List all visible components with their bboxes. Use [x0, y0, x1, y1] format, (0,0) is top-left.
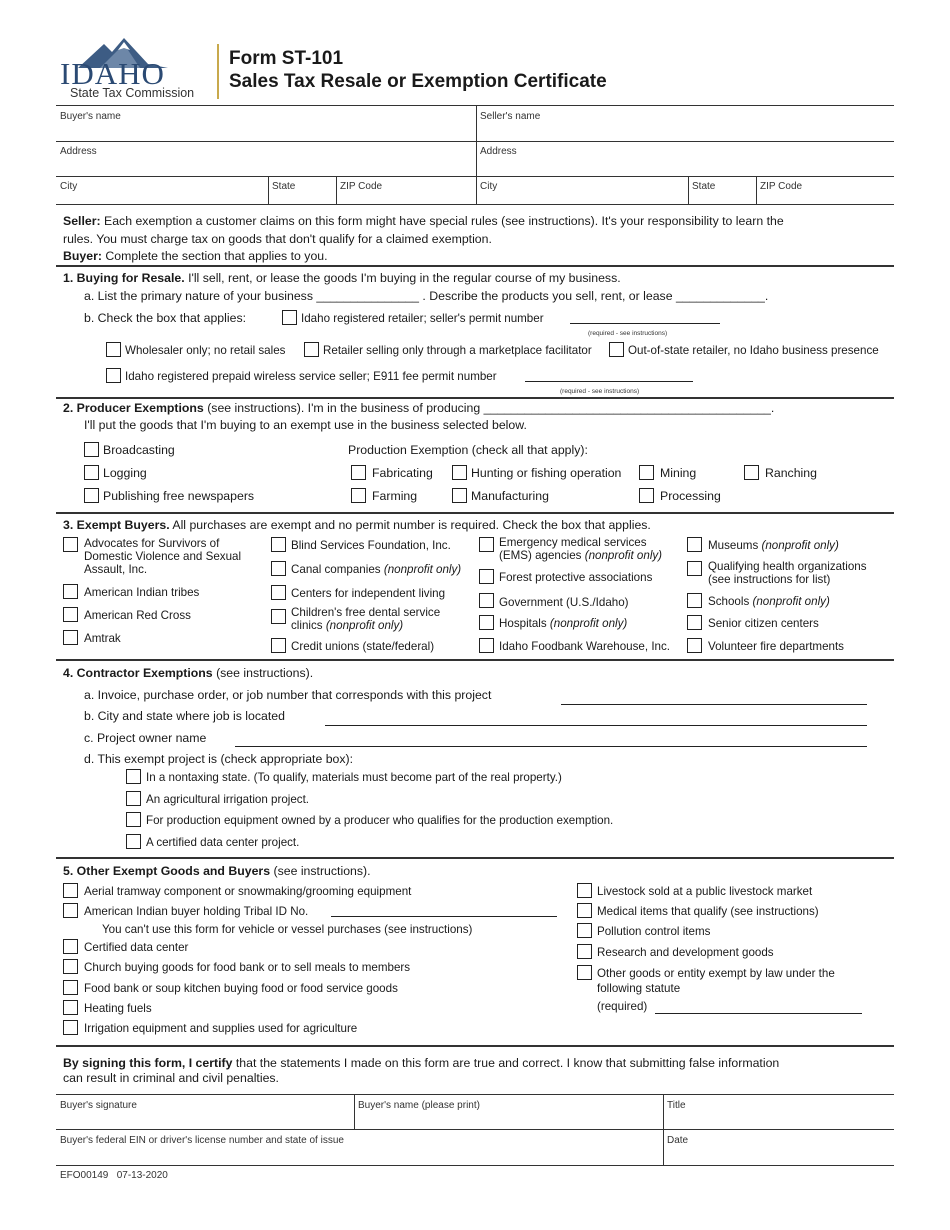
advocates-label-2: Domestic Violence and Sexual: [84, 550, 242, 563]
s1-line-b: b. Check the box that applies:: [84, 311, 247, 325]
grid-line: [56, 176, 894, 177]
volunteer-fire-checkbox[interactable]: [687, 638, 702, 653]
section-4-heading: 4. Contractor Exemptions (see instructions).: [63, 666, 314, 680]
grid-line: [756, 176, 757, 204]
other-goods-label-3: (required): [597, 1000, 648, 1013]
amtrak-label: Amtrak: [84, 632, 121, 645]
schools-label: Schools (nonprofit only): [708, 595, 830, 608]
grid-line: [688, 176, 689, 204]
senior-centers-label: Senior citizen centers: [708, 617, 819, 630]
buyer-signature-field[interactable]: Buyer's signature: [60, 1100, 137, 1111]
grid-line: [336, 176, 337, 204]
research-development-label: Research and development goods: [597, 946, 774, 959]
form-code: EFO00149 07-13-2020: [60, 1170, 168, 1181]
data-center-project-label: A certified data center project.: [146, 836, 300, 849]
qualifying-health-checkbox[interactable]: [687, 561, 702, 576]
fabricating-label: Fabricating: [372, 466, 433, 480]
forest-protective-checkbox[interactable]: [479, 569, 494, 584]
buyer-instructions: Buyer: Complete the section that applies to you.: [63, 249, 328, 263]
buyer-zip-field[interactable]: ZIP Code: [340, 181, 383, 192]
idaho-foodbank-label: Idaho Foodbank Warehouse, Inc.: [499, 640, 671, 653]
processing-label: Processing: [660, 489, 721, 503]
food-bank-checkbox[interactable]: [63, 980, 78, 995]
schools-checkbox[interactable]: [687, 593, 702, 608]
section-divider: [56, 659, 894, 661]
ems-checkbox[interactable]: [479, 537, 494, 552]
section-divider: [56, 397, 894, 399]
prepaid-wireless-checkbox[interactable]: [106, 368, 121, 383]
museums-checkbox[interactable]: [687, 537, 702, 552]
livestock-label: Livestock sold at a public livestock market: [597, 885, 813, 898]
pollution-control-label: Pollution control items: [597, 925, 711, 938]
grid-line: [56, 1129, 894, 1130]
statute-line[interactable]: [655, 1013, 862, 1014]
seller-zip-field[interactable]: ZIP Code: [760, 181, 803, 192]
required-note-2: (required - see instructions): [560, 388, 640, 395]
other-goods-checkbox[interactable]: [577, 965, 592, 980]
section-divider: [56, 857, 894, 859]
production-equipment-checkbox[interactable]: [126, 812, 141, 827]
aerial-tramway-checkbox[interactable]: [63, 883, 78, 898]
marketplace-checkbox[interactable]: [304, 342, 319, 357]
irrigation-equipment-label: Irrigation equipment and supplies used for agriculture: [84, 1022, 358, 1035]
form-number: Form ST-101: [229, 48, 344, 69]
other-goods-label-2: following statute: [597, 982, 681, 995]
church-checkbox[interactable]: [63, 959, 78, 974]
tribal-id-label: American Indian buyer holding Tribal ID No.: [84, 905, 309, 918]
american-indian-tribes-label: American Indian tribes: [84, 586, 200, 599]
centers-independent-living-checkbox[interactable]: [271, 585, 286, 600]
irrigation-project-checkbox[interactable]: [126, 791, 141, 806]
out-of-state-label: Out-of-state retailer, no Idaho business presence: [628, 344, 879, 357]
heating-fuels-label: Heating fuels: [84, 1002, 152, 1015]
farming-checkbox[interactable]: [351, 488, 366, 503]
credit-unions-checkbox[interactable]: [271, 638, 286, 653]
medical-items-label: Medical items that qualify (see instructions): [597, 905, 819, 918]
american-indian-tribes-checkbox[interactable]: [63, 584, 78, 599]
logging-checkbox[interactable]: [84, 465, 99, 480]
s2-line-2: I'll put the goods that I'm buying to an exempt use in the business selected below.: [84, 418, 527, 432]
grid-line: [56, 1094, 894, 1095]
section-divider: [56, 265, 894, 267]
required-note: (required - see instructions): [588, 330, 668, 337]
idaho-retailer-checkbox[interactable]: [282, 310, 297, 325]
section-1-heading: 1. Buying for Resale. I'll sell, rent, or lease the goods I'm buying in the regular course of my business.: [63, 271, 621, 285]
irrigation-equipment-checkbox[interactable]: [63, 1020, 78, 1035]
e911-permit-line[interactable]: [525, 381, 693, 382]
out-of-state-checkbox[interactable]: [609, 342, 624, 357]
red-cross-checkbox[interactable]: [63, 607, 78, 622]
government-label: Government (U.S./Idaho): [499, 596, 629, 609]
blind-services-checkbox[interactable]: [271, 537, 286, 552]
aerial-tramway-label: Aerial tramway component or snowmaking/grooming equipment: [84, 885, 412, 898]
certify-statement: By signing this form, I certify that the statements I made on this form are true and correct. I know that submitting false information: [63, 1056, 780, 1070]
hospitals-checkbox[interactable]: [479, 615, 494, 630]
seller-instructions: Seller: Each exemption a customer claims on this form might have special rules (see instructions). It's your responsibility to learn the: [63, 214, 784, 228]
grid-line: [56, 1165, 894, 1166]
advocates-label-3: Assault, Inc.: [84, 563, 148, 576]
s1-line-a: a. List the primary nature of your business _______________ . Describe the products you sell, rent, or lease _____________.: [84, 289, 769, 303]
food-bank-label: Food bank or soup kitchen buying food or food service goods: [84, 982, 398, 995]
ranching-checkbox[interactable]: [744, 465, 759, 480]
medical-items-checkbox[interactable]: [577, 903, 592, 918]
sellers-name-field[interactable]: Seller's name: [480, 111, 541, 122]
tribal-id-checkbox[interactable]: [63, 903, 78, 918]
marketplace-label: Retailer selling only through a marketplace facilitator: [323, 344, 592, 357]
blind-services-label: Blind Services Foundation, Inc.: [291, 539, 451, 552]
broadcasting-checkbox[interactable]: [84, 442, 99, 457]
publishing-checkbox[interactable]: [84, 488, 99, 503]
manufacturing-label: Manufacturing: [471, 489, 549, 503]
nontaxing-state-checkbox[interactable]: [126, 769, 141, 784]
fabricating-checkbox[interactable]: [351, 465, 366, 480]
grid-line: [56, 105, 894, 106]
prepaid-wireless-label: Idaho registered prepaid wireless service seller; E911 fee permit number: [125, 370, 497, 383]
senior-centers-checkbox[interactable]: [687, 615, 702, 630]
qualifying-health-label-2: (see instructions for list): [708, 573, 831, 586]
production-exemption-label: Production Exemption (check all that apply):: [348, 443, 588, 457]
hunting-checkbox[interactable]: [452, 465, 467, 480]
seller-city-field[interactable]: City: [480, 181, 498, 192]
project-owner-line[interactable]: [235, 746, 867, 747]
seller-state-field[interactable]: State: [692, 181, 716, 192]
broadcasting-label: Broadcasting: [103, 443, 175, 457]
livestock-checkbox[interactable]: [577, 883, 592, 898]
red-cross-label: American Red Cross: [84, 609, 191, 622]
production-equipment-label: For production equipment owned by a producer who qualifies for the production exemption.: [146, 814, 614, 827]
dental-clinics-label-2: clinics (nonprofit only): [291, 619, 404, 632]
grid-line: [268, 176, 269, 204]
certify-statement-cont: can result in criminal and civil penalties.: [63, 1071, 279, 1085]
forest-protective-label: Forest protective associations: [499, 571, 653, 584]
grid-line: [56, 204, 894, 205]
idaho-retailer-label: Idaho registered retailer; seller's permit number: [301, 312, 544, 325]
section-divider: [56, 512, 894, 514]
section-2-heading: 2. Producer Exemptions (see instructions). I'm in the business of producing __________________________________________.: [63, 401, 775, 415]
church-label: Church buying goods for food bank or to sell meals to members: [84, 961, 411, 974]
advocates-checkbox[interactable]: [63, 537, 78, 552]
dental-clinics-label: Children's free dental service: [291, 606, 441, 619]
invoice-number-line[interactable]: [561, 704, 867, 705]
grid-line: [354, 1094, 355, 1129]
grid-line: [56, 141, 894, 142]
ein-field[interactable]: Buyer's federal EIN or driver's license number and state of issue: [60, 1135, 344, 1146]
certified-data-center-label: Certified data center: [84, 941, 189, 954]
section-divider: [56, 1045, 894, 1047]
wholesaler-checkbox[interactable]: [106, 342, 121, 357]
mining-label: Mining: [660, 466, 697, 480]
ranching-label: Ranching: [765, 466, 817, 480]
logo-subtitle: State Tax Commission: [70, 86, 195, 100]
certified-data-center-checkbox[interactable]: [63, 939, 78, 954]
section-3-heading: 3. Exempt Buyers. All purchases are exempt and no permit number is required. Check the box that applies.: [63, 518, 651, 532]
irrigation-project-label: An agricultural irrigation project.: [146, 793, 310, 806]
title-field[interactable]: Title: [667, 1100, 686, 1111]
hunting-label: Hunting or fishing operation: [471, 466, 622, 480]
seller-instructions-cont: rules. You must charge tax on goods that don't qualify for a claimed exemption.: [63, 232, 492, 246]
pollution-control-checkbox[interactable]: [577, 923, 592, 938]
processing-checkbox[interactable]: [639, 488, 654, 503]
canal-companies-label: Canal companies (nonprofit only): [291, 563, 462, 576]
section-5-heading: 5. Other Exempt Goods and Buyers (see instructions).: [63, 864, 371, 878]
agency-logo: [60, 38, 210, 102]
grid-line: [476, 105, 477, 204]
ems-label: Emergency medical services: [499, 536, 647, 549]
date-field[interactable]: Date: [667, 1135, 689, 1146]
dental-clinics-checkbox[interactable]: [271, 609, 286, 624]
mining-checkbox[interactable]: [639, 465, 654, 480]
hospitals-label: Hospitals (nonprofit only): [499, 617, 628, 630]
buyer-address-field[interactable]: Address: [60, 146, 97, 157]
job-location-line[interactable]: [325, 725, 867, 726]
museums-label: Museums (nonprofit only): [708, 539, 839, 552]
volunteer-fire-label: Volunteer fire departments: [708, 640, 844, 653]
idaho-foodbank-checkbox[interactable]: [479, 638, 494, 653]
grid-line: [663, 1094, 664, 1165]
form-title: Sales Tax Resale or Exemption Certificate: [229, 71, 607, 92]
logo-wordmark: IDAHO: [60, 56, 165, 91]
canal-companies-checkbox[interactable]: [271, 561, 286, 576]
centers-independent-living-label: Centers for independent living: [291, 587, 446, 600]
government-checkbox[interactable]: [479, 593, 494, 608]
s4-line-b: b. City and state where job is located: [84, 709, 285, 723]
credit-unions-label: Credit unions (state/federal): [291, 640, 435, 653]
buyer-print-name-field[interactable]: Buyer's name (please print): [358, 1100, 480, 1111]
buyers-name-field[interactable]: Buyer's name: [60, 111, 121, 122]
qualifying-health-label: Qualifying health organizations: [708, 560, 867, 573]
nontaxing-state-label: In a nontaxing state. (To qualify, materials must become part of the real property.): [146, 771, 562, 784]
sellers-permit-line[interactable]: [570, 323, 720, 324]
other-goods-label: Other goods or entity exempt by law under the: [597, 967, 835, 980]
buyer-state-field[interactable]: State: [272, 181, 296, 192]
tribal-id-line[interactable]: [331, 916, 557, 917]
wholesaler-label: Wholesaler only; no retail sales: [125, 344, 286, 357]
data-center-project-checkbox[interactable]: [126, 834, 141, 849]
vehicle-note: You can't use this form for vehicle or vessel purchases (see instructions): [102, 923, 473, 936]
research-development-checkbox[interactable]: [577, 944, 592, 959]
s4-line-a: a. Invoice, purchase order, or job number that corresponds with this project: [84, 688, 492, 702]
amtrak-checkbox[interactable]: [63, 630, 78, 645]
buyer-city-field[interactable]: City: [60, 181, 78, 192]
s4-line-d: d. This exempt project is (check appropriate box):: [84, 752, 354, 766]
farming-label: Farming: [372, 489, 418, 503]
manufacturing-checkbox[interactable]: [452, 488, 467, 503]
seller-address-field[interactable]: Address: [480, 146, 517, 157]
header-divider: [217, 44, 219, 99]
s4-line-c: c. Project owner name: [84, 731, 207, 745]
advocates-label: Advocates for Survivors of: [84, 537, 220, 550]
heating-fuels-checkbox[interactable]: [63, 1000, 78, 1015]
logging-label: Logging: [103, 466, 147, 480]
ems-label-2: (EMS) agencies (nonprofit only): [499, 549, 663, 562]
publishing-label: Publishing free newspapers: [103, 489, 255, 503]
